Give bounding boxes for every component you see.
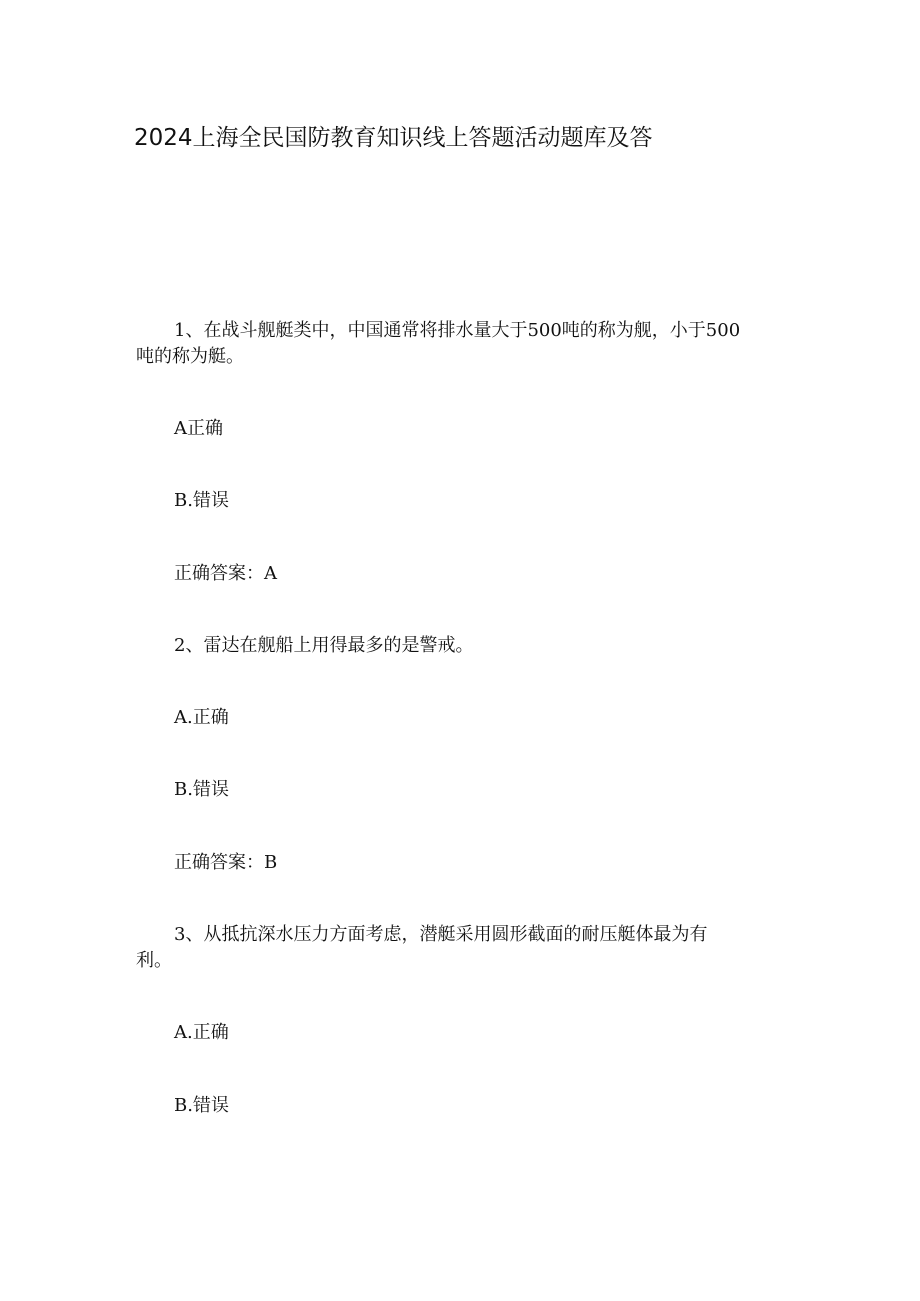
question-1-text-line-1: 1、在战斗舰艇类中，中国通常将排水量大于500吨的称为舰，小于500 [174, 320, 741, 341]
document-title: 2024上海全民国防教育知识线上答题活动题库及答 [134, 125, 653, 151]
question-2-text-line-1: 2、雷达在舰船上用得最多的是警戒。 [174, 635, 474, 656]
question-3-text-line-1: 3、从抵抗深水压力方面考虑，潜艇采用圆形截面的耐压艇体最为有 [174, 924, 708, 945]
question-3-text-line-2: 利。 [136, 950, 172, 971]
question-3-option-a: A.正确 [174, 1022, 229, 1043]
question-3-option-b: B.错误 [174, 1095, 229, 1116]
question-1-text-line-2: 吨的称为艇。 [136, 346, 244, 367]
question-1-option-a: A正确 [174, 418, 223, 439]
question-2-option-b: B.错误 [174, 779, 229, 800]
question-1-option-b: B.错误 [174, 490, 229, 511]
question-1-answer: 正确答案：A [174, 563, 277, 584]
question-2-answer: 正确答案：B [174, 852, 278, 873]
question-2-option-a: A.正确 [174, 707, 229, 728]
